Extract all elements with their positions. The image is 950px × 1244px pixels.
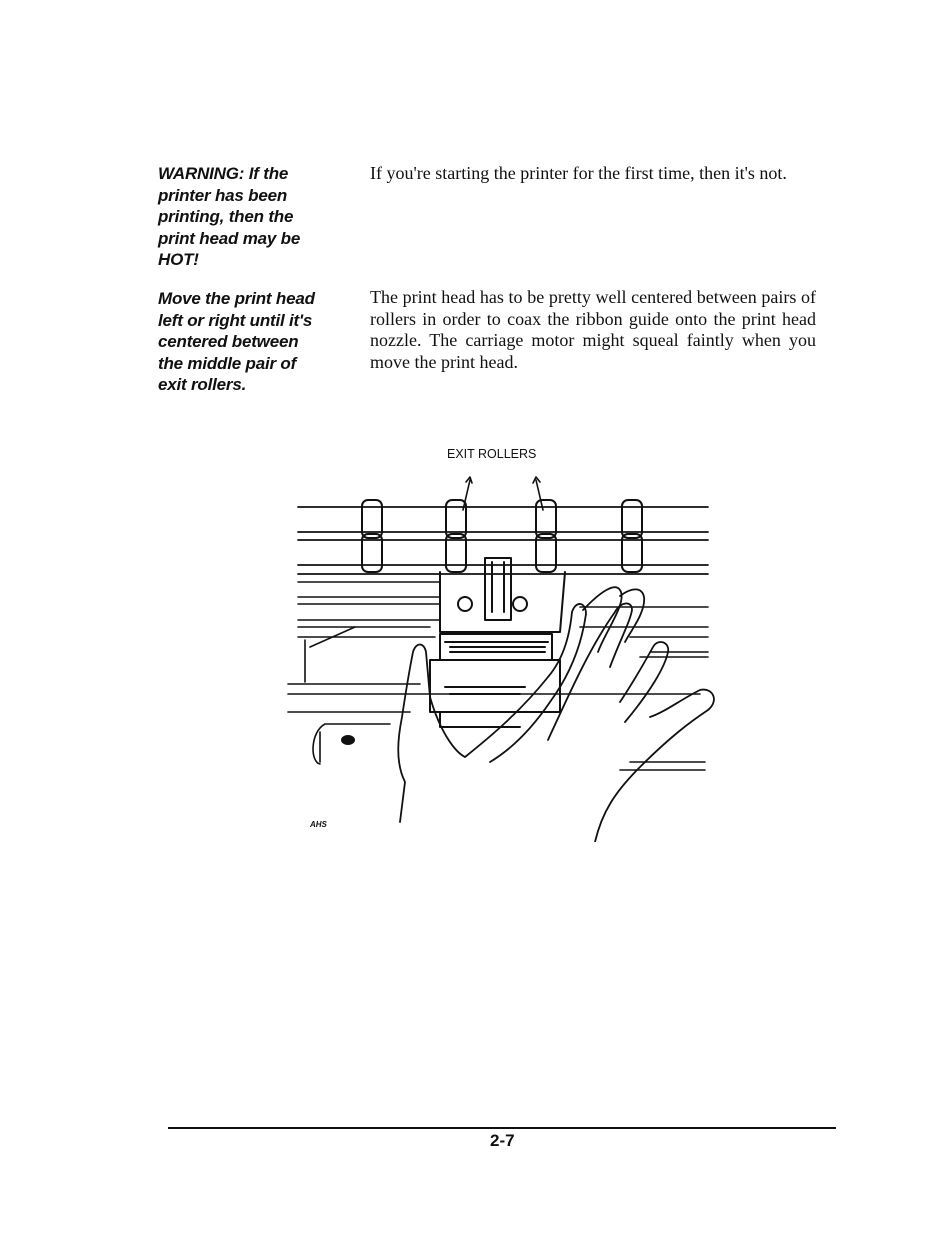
warning-note-line: printer has been (158, 185, 288, 205)
move-note-line: the middle pair of (158, 353, 297, 373)
move-note-line: Move the print head (158, 289, 315, 308)
move-note-line: centered between (158, 332, 299, 351)
left-hand (398, 587, 621, 822)
move-note-line: left or right until it's (158, 310, 313, 330)
pointer-arrows (463, 477, 543, 510)
move-print-head-note (158, 288, 315, 396)
exit-rollers (362, 500, 642, 572)
first-time-paragraph: If you're starting the printer for the first time, then it's not. (370, 163, 787, 183)
exit-rollers-label: EXIT ROLLERS (447, 447, 537, 461)
warning-note (158, 163, 300, 271)
mount-screw (341, 735, 355, 745)
warning-note-line: HOT! (158, 250, 199, 269)
footer-rule (168, 1127, 836, 1129)
page-number: 2-7 (490, 1131, 515, 1150)
centering-paragraph: The print head has to be pretty well centered between pairs of rollers in order to coax the ribbon guide onto the print head nozzle. The carriage motor might squeal faintly when you move the print head. (370, 287, 816, 372)
warning-note-line: printing, then the (158, 207, 294, 226)
warning-note-line: WARNING: If the (158, 164, 289, 183)
print-head-carriage (430, 558, 565, 727)
move-note-line: exit rollers. (158, 375, 247, 394)
print-head-illustration (280, 462, 720, 842)
artist-mark: AHS (310, 820, 327, 829)
warning-note-line: print head may be (158, 228, 301, 248)
